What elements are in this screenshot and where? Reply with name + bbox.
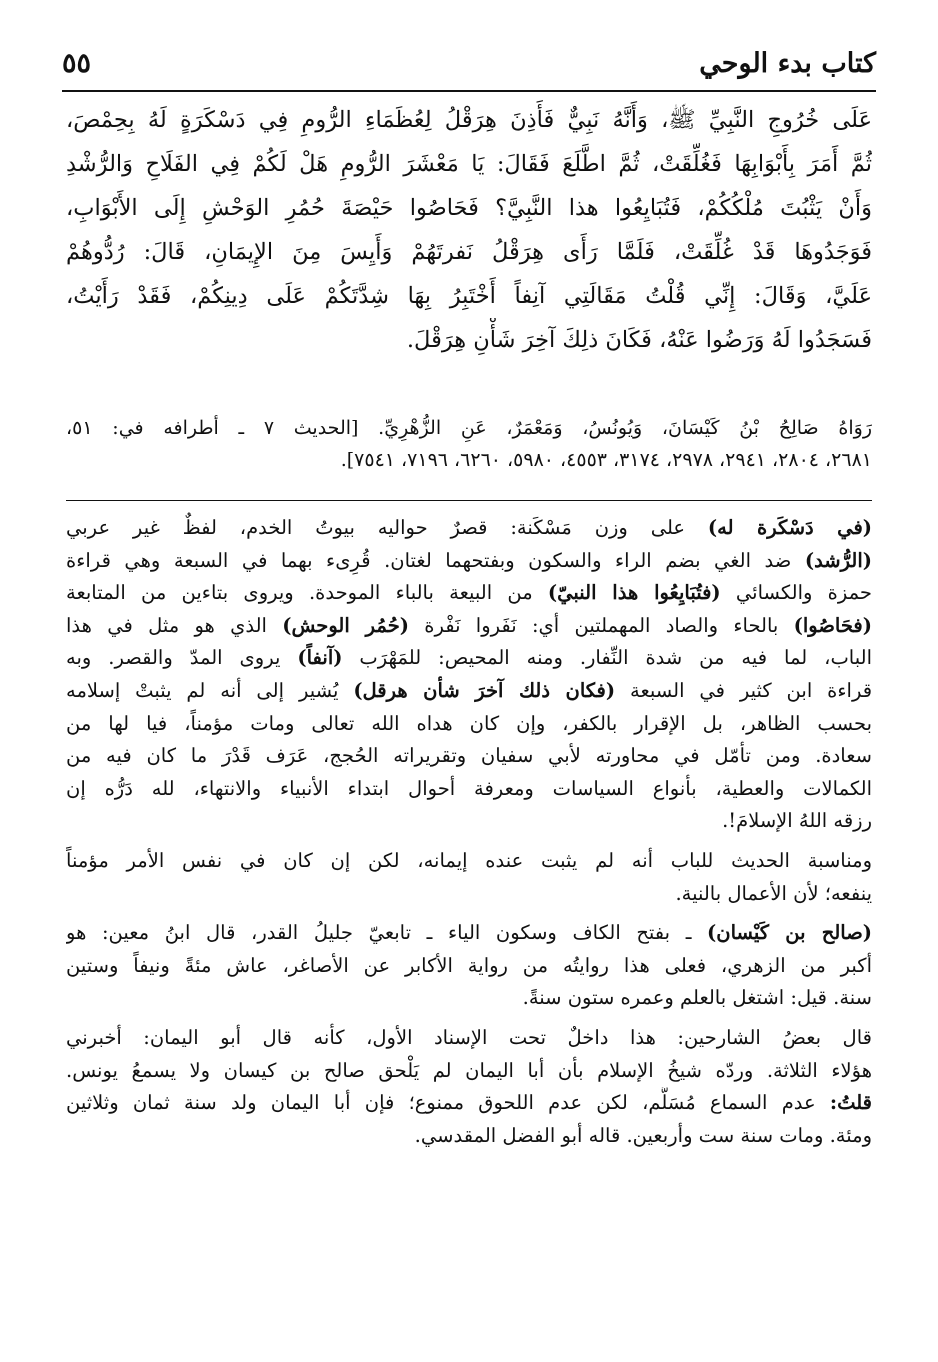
- commentary-text: حمزة والكسائي: [720, 581, 872, 605]
- separator-rule: [66, 500, 872, 501]
- hadith-text: [66, 98, 872, 362]
- commentary-line: [66, 545, 872, 578]
- narration-chain: [66, 412, 872, 476]
- commentary-text: قراءة ابن كثير في السبعة: [615, 678, 872, 702]
- lemma-term: (الرُّشد): [804, 548, 872, 572]
- lemma-term: قلتُ:: [829, 1091, 872, 1115]
- hadith-line: فَوَجَدُوهَا قَدْ غُلِّقَتْ، فَلَمَّا رَأَى هِرَقْلُ نَفرتَهُمْ وَأَيِسَ مِنَ الإِيمَانِ، قَالَ: رُدُّوهُمْ: [66, 239, 872, 265]
- commentary-text: الباب، لما فيه من شدة النِّفار. ومنه المحيص: للمَهْرَب: [342, 646, 872, 670]
- commentary-text: هؤلاء الثلاثة. وردّه شيخُ الإسلام بأن أبا اليمان لم يَلْحق صالح بن كيسان ولا يسمعُ يونس.: [66, 1058, 872, 1082]
- commentary-line: [66, 1022, 872, 1055]
- commentary-section: [66, 512, 872, 1159]
- lemma-term: (في دَسْكَرة له): [707, 516, 872, 539]
- commentary-line: [66, 950, 872, 983]
- commentary-text: بالحاء والصاد المهملتين أي: نَفَروا نَفْرة: [408, 613, 794, 637]
- commentary-text: ضد الغي بضم الراء والسكون وبفتحهما لغتان. قُرِىء بهما في السبعة وهي قراءة: [66, 548, 805, 572]
- commentary-line: [66, 708, 872, 741]
- page-number: ٥٥: [62, 48, 92, 79]
- hadith-line: عَلَيَّ، وَقَالَ: إِنِّي قُلْتُ مَقَالَتِي آنِفاً أَخْتَبِرُ بِهَا شِدَّتَكُمْ عَلَى دِينِكُمْ، فَقَدْ رَأَيْتُ،: [66, 283, 872, 309]
- commentary-line: [66, 675, 872, 708]
- commentary-text: سعادة. ومن تأمّل في محاورته لأبي سفيان وتقريراته الحُجج، عَرَف قَدْرَ ما كان فيه من: [66, 744, 872, 768]
- commentary-line: [66, 805, 872, 838]
- commentary-text: قال بعضُ الشارحين: هذا داخلٌ تحت الإسناد الأول، كأنه قال أبو اليمان: أخبرني: [66, 1025, 872, 1049]
- commentary-text: بحسب الظاهر، بل الإقرار بالكفر، وإن كان هداه الله تعالى ومات مؤمناً، فيا لها من: [66, 711, 872, 735]
- commentary-paragraph: [66, 917, 872, 1015]
- commentary-line: [66, 845, 872, 878]
- commentary-line: [66, 740, 872, 773]
- commentary-line: [66, 1120, 872, 1153]
- narration-line: رَوَاهُ صَالِحُ بْنُ كَيْسَانَ، وَيُونُسُ، وَمَعْمَرٌ، عَنِ الزُّهْرِيِّ. [الحديث ٧ ـ أطرافه في: ٥١،: [66, 417, 872, 439]
- commentary-line: [66, 642, 872, 675]
- commentary-paragraph: [66, 845, 872, 910]
- commentary-line: [66, 1055, 872, 1088]
- commentary-line: [66, 577, 872, 610]
- commentary-text: أكبر من الزهري، فعلى هذا روايتُه من رواية الأكابر عن الأصاغر، عاش مئةً ونيفاً وستين: [66, 953, 872, 977]
- lemma-term: (آنفاً): [297, 646, 343, 670]
- commentary-text: الكمالات والعطية، بأنواع السياسات ومعرفة أحوال ابتداء الأنبياء والانتهاء، لله دَرُّه إن: [66, 776, 872, 800]
- commentary-text: عدم السماع مُسَلَّم، لكن عدم اللحوق ممنوع؛ فإن أبا اليمان ولد سنة ثمان وثلاثين: [66, 1091, 830, 1115]
- header-rule: [62, 90, 876, 92]
- running-title: كتاب بدء الوحي: [699, 48, 876, 79]
- commentary-text: ينفعه؛ لأن الأعمال بالنية.: [675, 881, 872, 905]
- commentary-line: [66, 512, 872, 545]
- commentary-line: [66, 773, 872, 806]
- commentary-text: ـ بفتح الكاف وسكون الياء ـ تابعيّ جليلُ القدر، قال ابنُ معين: هو: [66, 921, 708, 945]
- lemma-term: (فتُبَايِعُوا هذا النبيّ): [547, 581, 721, 605]
- commentary-text: ومئة. ومات سنة ست وأربعين. قاله أبو الفضل المقدسي.: [414, 1123, 872, 1147]
- hadith-line: فَسَجَدُوا لَهُ وَرَضُوا عَنْهُ، فَكَانَ ذلِكَ آخِرَ شَأْنِ هِرَقْلَ.: [406, 327, 872, 353]
- commentary-text: من البيعة بالباء الموحدة. ويروى بتاءين من المتابعة: [66, 581, 548, 605]
- commentary-line: [66, 610, 872, 643]
- commentary-line: [66, 917, 872, 950]
- commentary-text: سنة. قيل: اشتغل بالعلم وعمره ستون سنةً.: [522, 986, 872, 1010]
- commentary-line: [66, 878, 872, 911]
- lemma-term: (صالح بن كَيْسان): [707, 921, 872, 945]
- commentary-line: [66, 982, 872, 1015]
- commentary-text: رزقه اللهُ الإسلامَ!.: [722, 809, 872, 833]
- lemma-term: (فكان ذلك آخرَ شأن هرقل): [353, 678, 616, 702]
- commentary-paragraph: [66, 512, 872, 838]
- commentary-text: على وزن مَسْكَنة: قصرٌ حواليه بيوتُ الخدم، لفظٌ غير عربي: [66, 516, 708, 539]
- commentary-paragraph: [66, 1022, 872, 1152]
- hadith-line: ثُمَّ أَمَرَ بِأَبْوَابِهَا فَغُلِّقَتْ، ثُمَّ اطَّلَعَ فَقَالَ: يَا مَعْشَرَ الرُّومِ هَلْ لَكُمْ فِي الفَلَاحِ وَالرُّشْدِ: [66, 151, 872, 177]
- narration-line: ٢٦٨١، ٢٨٠٤، ٢٩٤١، ٢٩٧٨، ٣١٧٤، ٤٥٥٣، ٥٩٨٠، ٦٢٦٠، ٧١٩٦، ٧٥٤١].: [340, 449, 872, 471]
- lemma-term: (حُمُر الوحش): [282, 613, 409, 637]
- commentary-line: [66, 1087, 872, 1120]
- hadith-line: وَأَنْ يَثْبُتَ مُلْكُكُمْ، فَتُبَايِعُوا هذا النَّبِيَّ؟ فَحَاصُوا حَيْصَةَ حُمُرِ الوَحْشِ إِلَى الأَبْوَابِ،: [66, 195, 872, 221]
- hadith-line: عَلَى خُرُوجِ النَّبِيِّ ﷺ، وَأَنَّهُ نَبِيٌّ فَأَذِنَ هِرَقْلُ لِعُظَمَاءِ الرُّومِ فِي دَسْكَرَةٍ لَهُ بِحِمْصَ،: [66, 107, 872, 133]
- commentary-text: يروى المدّ والقصر. وبه: [66, 646, 298, 670]
- commentary-text: ومناسبة الحديث للباب أنه لم يثبت عنده إيمانه، لكن إن كان في نفس الأمر مؤمناً: [66, 848, 872, 872]
- commentary-text: الذي هو مثل في هذا: [66, 613, 283, 637]
- lemma-term: (فحَاصُوا): [793, 613, 872, 637]
- commentary-text: يُشير إلى أنه لم يثبتْ إسلامه: [66, 678, 354, 702]
- page-header: [62, 44, 876, 90]
